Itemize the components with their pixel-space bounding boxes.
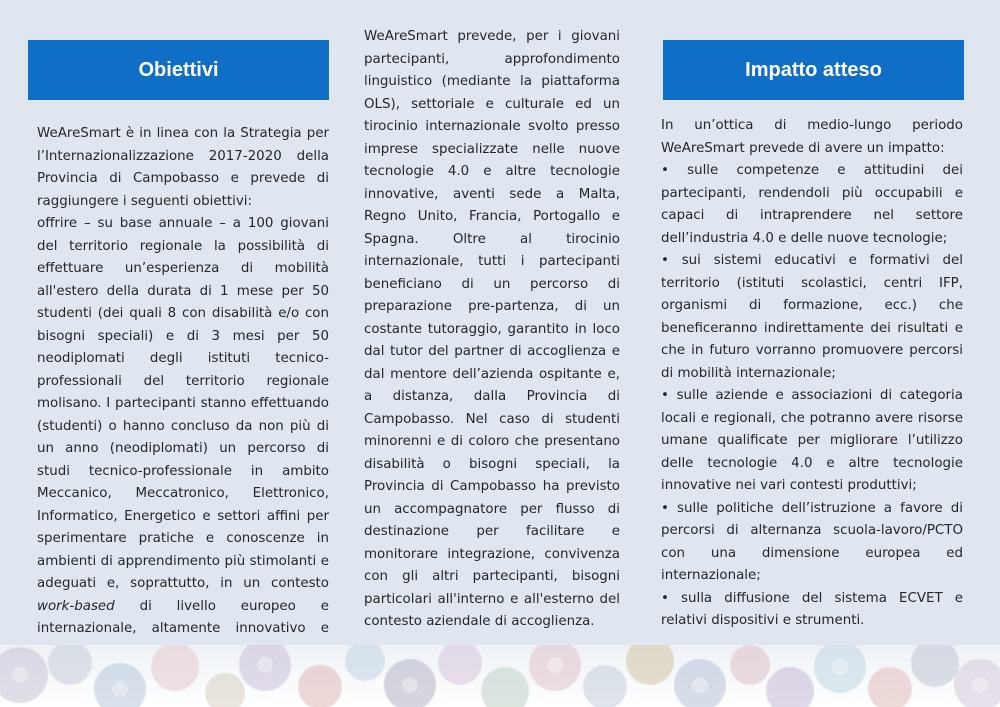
gear-hub <box>112 681 128 697</box>
gear-hub <box>547 657 563 673</box>
objectives-heading: Obiettivi <box>138 58 219 81</box>
gear-hub <box>12 667 28 683</box>
objectives-heading-box <box>28 40 329 100</box>
program-text: WeAreSmart prevede, per i giovani partecipanti, approfondimento linguistico (mediante la piattaforma OLS), settoriale e culturale ed un tirocinio internazionale svolto presso imprese specializzate nelle nuove tecnologie 4.0 e altre tecnologie innovative, aventi sede a Malta, Regno Unito, Francia, Portogallo e Spagna. Oltre al tirocinio internazionale, tutti i partecipanti beneficiano di un percorso di preparazione pre-partenza, di un costante tutoraggio, garantito in loco dal tutor del partner di accoglienza e dal mentore dell’azienda ospitante e, a distanza, dalla Provincia di Campobasso. Nel caso di studenti minorenni e di coloro che presentano disabilità o bisogni speciali, la Provincia di Campobasso ha previsto un accompagnatore per flusso di destinazione per facilitare e monitorare integrazione, convivenza con gli altri partecipanti, bisogni particolari all'interno e all'esterno del contesto aziendale di accoglienza. <box>364 29 620 629</box>
work-based-term: work-based <box>37 598 115 614</box>
gear-shape <box>345 645 385 681</box>
gear-shape <box>481 667 529 707</box>
impact-intro: In un’ottica di medio-lungo periodo WeAreSmart prevede di avere un impatto: <box>661 118 963 156</box>
gears-decoration <box>0 645 1000 707</box>
gears-graphic <box>0 645 1000 707</box>
objectives-body <box>37 123 329 663</box>
impact-bullet: • sulle competenze e attitudini dei partecipanti, rendendoli più occupabili e capaci di intraprendere nel settore dell’industria 4.0 e delle nuove tecnologie; <box>661 163 963 246</box>
gear-shape <box>868 667 912 707</box>
gear-shape <box>626 645 674 685</box>
gear-shape <box>151 645 199 691</box>
objectives-paragraph <box>37 213 329 663</box>
impact-bullet: • sulle aziende e associazioni di categoria locali e regionali, che potranno avere risorse umane qualificate per migliorare l’utilizzo delle tecnologie 4.0 e altre tecnologie innovative nei vari contesti produttivi; <box>661 388 963 493</box>
gear-shape <box>730 645 770 685</box>
impact-bullet: • sui sistemi educativi e formativi del territorio (istituti scolastici, centri IFP, organismi di formazione, ecc.) che beneficeranno indirettamente dei risultati e che in futuro vorranno promuovere percorsi di mobilità internazionale; <box>661 253 963 381</box>
gear-hub <box>257 657 273 673</box>
gear-shape <box>205 673 245 707</box>
gear-shape <box>438 645 482 685</box>
impact-body <box>661 115 963 633</box>
objectives-main-text: offrire – su base annuale – a 100 giovani del territorio regionale la possibilità di effettuare un’esperienza di mobilità all'estero della durata di 1 mese per 50 studenti (dei quali 8 con disabilità e/o con bisogni speciali) e di 3 mesi per 50 neodiplomati degli istituti tecnico-professionali del territorio regionale molisano. I partecipanti stanno effettuando (studenti) o hanno concluso da non più di un anno (neodiplomati) un percorso di studi tecnico-professionale in ambito Meccanico, Meccatronico, Elettronico, Informatico, Energetico e settori affini per sperimentare pratiche e conoscenze in ambienti di apprendimento più stimolanti e adeguati e, soprattutto, in un contesto <box>37 216 329 591</box>
gear-shape <box>911 645 959 687</box>
program-body <box>364 26 620 634</box>
objectives-intro: WeAreSmart è in linea con la Strategia per l’Internazionalizzazione 2017-2020 della Provincia di Campobasso e prevede di raggiungere i seguenti obiettivi: <box>37 126 329 209</box>
gear-hub <box>692 677 708 693</box>
impact-heading: Impatto atteso <box>745 58 882 81</box>
gear-shape <box>298 665 342 707</box>
impact-bullet: • sulla diffusione del sistema ECVET e relativi dispositivi e strumenti. <box>661 590 963 628</box>
gear-shape <box>766 667 814 707</box>
impact-bullet: • sulle politiche dell’istruzione a favore di percorsi di alternanza scuola-lavoro/PCTO con una dimensione europea ed internazionale; <box>661 500 963 583</box>
gear-hub <box>972 677 988 693</box>
gear-shape <box>583 665 627 707</box>
gear-hub <box>832 659 848 675</box>
objectives-tail-text: di livello europeo e internazionale, altamente innovativo e <box>37 598 329 636</box>
gear-hub <box>402 677 418 693</box>
gear-shape <box>48 645 92 685</box>
impact-heading-box <box>663 40 964 100</box>
